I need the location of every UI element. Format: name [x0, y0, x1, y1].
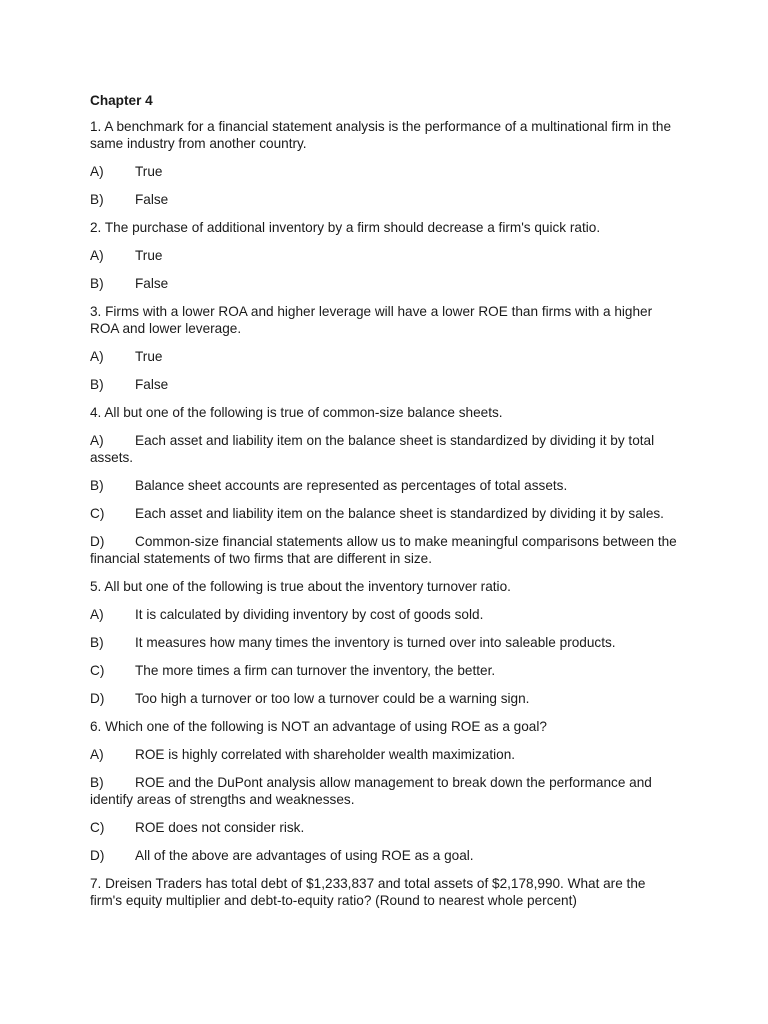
- chapter-heading: Chapter 4: [90, 93, 153, 108]
- answer-option: [90, 819, 678, 836]
- answer-option: [90, 163, 678, 180]
- option-letter: C): [90, 663, 105, 678]
- option-text: False: [135, 276, 169, 291]
- option-text: True: [135, 349, 163, 364]
- question-text: 4. All but one of the following is true of common-size balance sheets.: [90, 405, 503, 420]
- option-letter: B): [90, 276, 104, 291]
- answer-option: [90, 634, 678, 651]
- answer-option: [90, 847, 678, 864]
- answer-option: [90, 376, 678, 393]
- question-text: 2. The purchase of additional inventory by a firm should decrease a firm's quick ratio.: [90, 220, 601, 235]
- question-text: 7. Dreisen Traders has total debt of $1,233,837 and total assets of $2,178,990. What are the firm's equity multiplier and debt-to-equity ratio? (Round to nearest whole percent): [90, 876, 646, 908]
- option-text: All of the above are advantages of using ROE as a goal.: [135, 848, 474, 863]
- option-letter: C): [90, 820, 105, 835]
- option-letter: B): [90, 192, 104, 207]
- option-text: The more times a firm can turnover the inventory, the better.: [135, 663, 496, 678]
- answer-option: [90, 275, 678, 292]
- answer-option: [90, 348, 678, 365]
- option-letter: C): [90, 506, 105, 521]
- answer-option: [90, 191, 678, 208]
- answer-option: [90, 432, 678, 466]
- option-text: Balance sheet accounts are represented as percentages of total assets.: [135, 478, 568, 493]
- option-text: Each asset and liability item on the balance sheet is standardized by dividing it by total assets.: [90, 433, 655, 465]
- answer-option: [90, 533, 678, 567]
- option-text: ROE is highly correlated with shareholder wealth maximization.: [135, 747, 516, 762]
- option-letter: B): [90, 478, 104, 493]
- option-text: It is calculated by dividing inventory by cost of goods sold.: [135, 607, 484, 622]
- answer-option: [90, 505, 678, 522]
- question-text: 1. A benchmark for a financial statement analysis is the performance of a multinational firm in the same industry from another country.: [90, 119, 672, 151]
- option-letter: A): [90, 747, 104, 762]
- option-text: True: [135, 164, 163, 179]
- answer-option: [90, 606, 678, 623]
- option-text: Each asset and liability item on the balance sheet is standardized by dividing it by sales.: [135, 506, 664, 521]
- option-text: False: [135, 377, 169, 392]
- option-letter: B): [90, 635, 104, 650]
- option-text: It measures how many times the inventory is turned over into saleable products.: [135, 635, 616, 650]
- option-text: ROE does not consider risk.: [135, 820, 305, 835]
- answer-option: [90, 477, 678, 494]
- answer-option: [90, 690, 678, 707]
- option-text: Common-size financial statements allow us to make meaningful comparisons between the financial statements of two firms that are different in size.: [90, 534, 677, 566]
- option-text: Too high a turnover or too low a turnover could be a warning sign.: [135, 691, 530, 706]
- answer-option: [90, 746, 678, 763]
- option-text: ROE and the DuPont analysis allow management to break down the performance and identify areas of strengths and weaknesses.: [90, 775, 652, 807]
- option-letter: D): [90, 534, 105, 549]
- option-letter: A): [90, 164, 104, 179]
- question-list: [90, 118, 678, 909]
- option-letter: B): [90, 775, 104, 790]
- option-letter: A): [90, 248, 104, 263]
- question-text: 6. Which one of the following is NOT an advantage of using ROE as a goal?: [90, 719, 547, 734]
- option-text: True: [135, 248, 163, 263]
- answer-option: [90, 247, 678, 264]
- option-letter: A): [90, 349, 104, 364]
- option-letter: A): [90, 433, 104, 448]
- option-letter: B): [90, 377, 104, 392]
- option-letter: D): [90, 691, 105, 706]
- option-letter: D): [90, 848, 105, 863]
- answer-option: [90, 774, 678, 808]
- answer-option: [90, 662, 678, 679]
- option-letter: A): [90, 607, 104, 622]
- question-text: 3. Firms with a lower ROA and higher leverage will have a lower ROE than firms with a higher ROA and lower leverage.: [90, 304, 653, 336]
- question-text: 5. All but one of the following is true about the inventory turnover ratio.: [90, 579, 511, 594]
- option-text: False: [135, 192, 169, 207]
